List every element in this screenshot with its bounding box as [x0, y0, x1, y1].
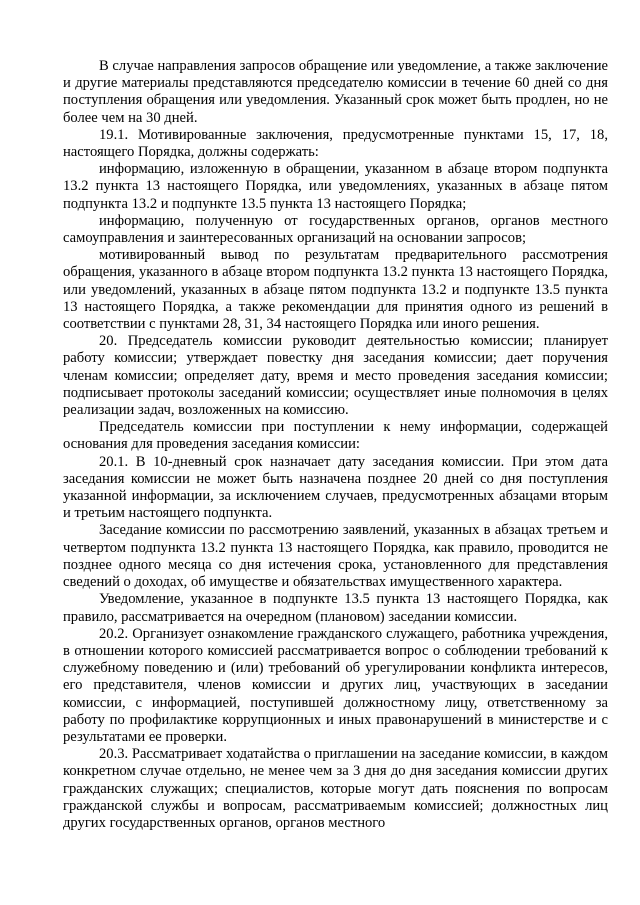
paragraph-20-1: 20.1. В 10-дневный срок назначает дату заседания комиссии. При этом дата заседания комиссии не может быть назначена позднее 20 дней со дня поступления указанной информации, за исключением случаев, предусмотренных абзацами вторым и третьим настоящего подпункта. [63, 453, 608, 522]
paragraph-20-2: 20.2. Организует ознакомление гражданского служащего, работника учреждения, в отношении которого комиссией рассматривается вопрос о соблюдении требований к служебному поведению и (или) требований об урегулировании конфликта интересов, его представителя, членов комиссии и других лиц, участвующих в заседании комиссии, с информацией, поступившей должностному лицу, ответственному за работу по профилактике коррупционных и иных правонарушений в министерстве и с результатами ее проверки. [63, 625, 608, 745]
paragraph-request-deadline: В случае направления запросов обращение или уведомление, а также заключение и другие материалы представляются председателю комиссии в течение 60 дней со дня поступления обращения или уведомления. Указанный срок может быть продлен, но не более чем на 30 дней. [63, 58, 608, 126]
paragraph-20: 20. Председатель комиссии руководит деятельностью комиссии; планирует работу комиссии; утверждает повестку дня заседания комиссии; дает поручения членам комиссии; определяет дату, время и место проведения заседания комиссии; подписывает протоколы заседаний комиссии; осуществляет иные полномочия в целях реализации задач, возложенных на комиссию. [63, 333, 608, 419]
paragraph-20-3: 20.3. Рассматривает ходатайства о приглашении на заседание комиссии, в каждом конкретном случае отдельно, не менее чем за 3 дня до дня заседания комиссии других гражданских служащих; специалистов, которые могут дать пояснения по вопросам гражданской службы и вопросам, рассматриваемым комиссией; должностных лиц других государственных органов, органов местного [63, 746, 608, 831]
paragraph-20-intro: Председатель комиссии при поступлении к нему информации, содержащей основания для проведения заседания комиссии: [63, 419, 608, 453]
paragraph-19-1-item-3: мотивированный вывод по результатам предварительного рассмотрения обращения, указанного в абзаце втором подпункта 13.2 пункта 13 настоящего Порядка, или уведомлений, указанных в абзаце пятом подпункта 13.2 и подпункте 13.5 пункта 13 настоящего Порядка, а также рекомендации для принятия одного из решений в соответствии с пунктами 28, 31, 34 настоящего Порядка или иного решения. [63, 247, 608, 333]
paragraph-19-1-item-2: информацию, полученную от государственных органов, органов местного самоуправления и заинтересованных организаций на основании запросов; [63, 212, 608, 247]
paragraph-19-1: 19.1. Мотивированные заключения, предусмотренные пунктами 15, 17, 18, настоящего Порядка, должны содержать: [63, 126, 608, 161]
paragraph-20-1-third: Уведомление, указанное в подпункте 13.5 пункта 13 настоящего Порядка, как правило, рассматривается на очередном (плановом) заседании комиссии. [63, 591, 608, 625]
paragraph-20-1-second: Заседание комиссии по рассмотрению заявлений, указанных в абзацах третьем и четвертом подпункта 13.2 пункта 13 настоящего Порядка, как правило, проводится не позднее одного месяца со дня истечения срока, установленного для представления сведений о доходах, об имуществе и обязательствах имущественного характера. [63, 522, 608, 591]
paragraph-19-1-item-1: информацию, изложенную в обращении, указанном в абзаце втором подпункта 13.2 пункта 13 настоящего Порядка, или уведомлениях, указанных в абзаце пятом подпункта 13.2 и подпункте 13.5 пункта 13 настоящего Порядка; [63, 161, 608, 212]
